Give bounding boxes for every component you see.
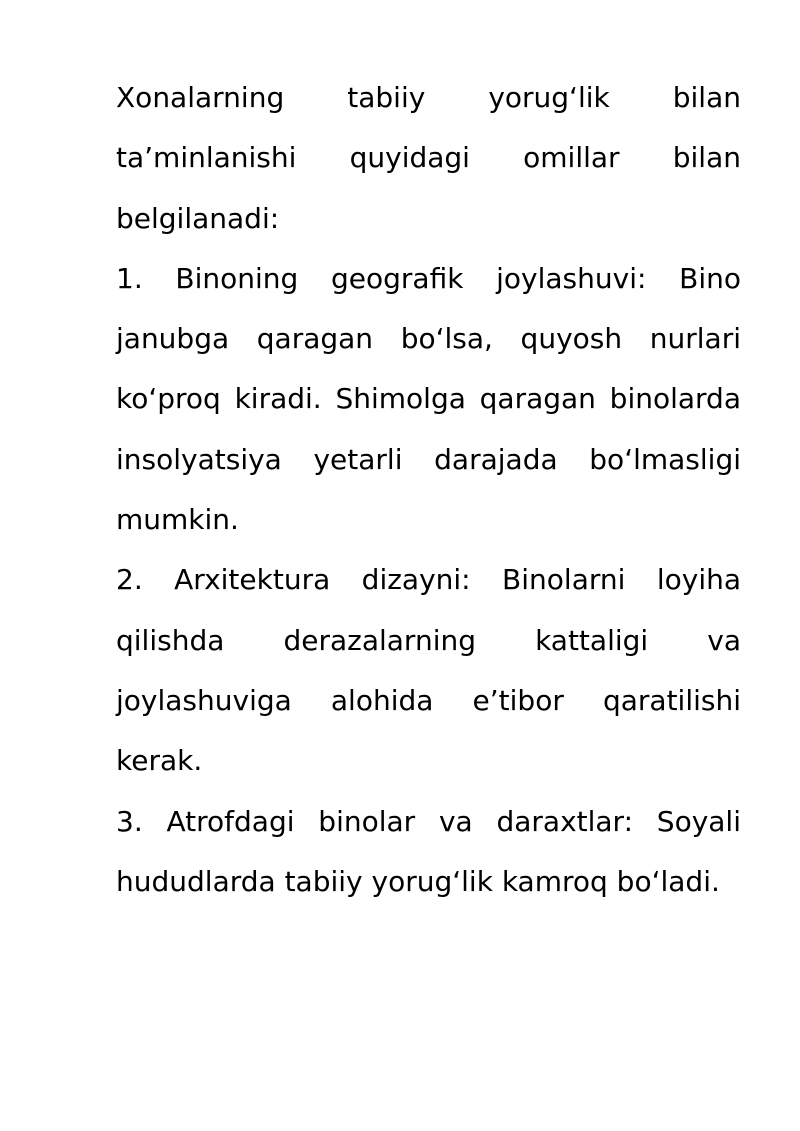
intro-paragraph: Xonalarning tabiiy yorug‘lik bilan ta’minlanishi quyidagi omillar bilan belgilanadi:	[116, 81, 741, 235]
list-item-surrounding-objects: 3. Atrofdagi binolar va daraxtlar: Soyali hududlarda tabiiy yorug‘lik kamroq bo‘ladi.	[116, 804, 741, 898]
body-text	[116, 68, 741, 912]
list-item-geographic-location: 1. Binoning geografik joylashuvi: Bino janubga qaragan bo‘lsa, quyosh nurlari ko‘proq kiradi. Shimolga qaragan binolarda insolyatsiya yetarli darajada bo‘lmasligi mumkin.	[116, 261, 741, 537]
list-item-architecture-design: 2. Arxitektura dizayni: Binolarni loyiha qilishda derazalarning kattaligi va joylashuviga alohida e’tibor qaratilishi kerak.	[116, 563, 741, 778]
